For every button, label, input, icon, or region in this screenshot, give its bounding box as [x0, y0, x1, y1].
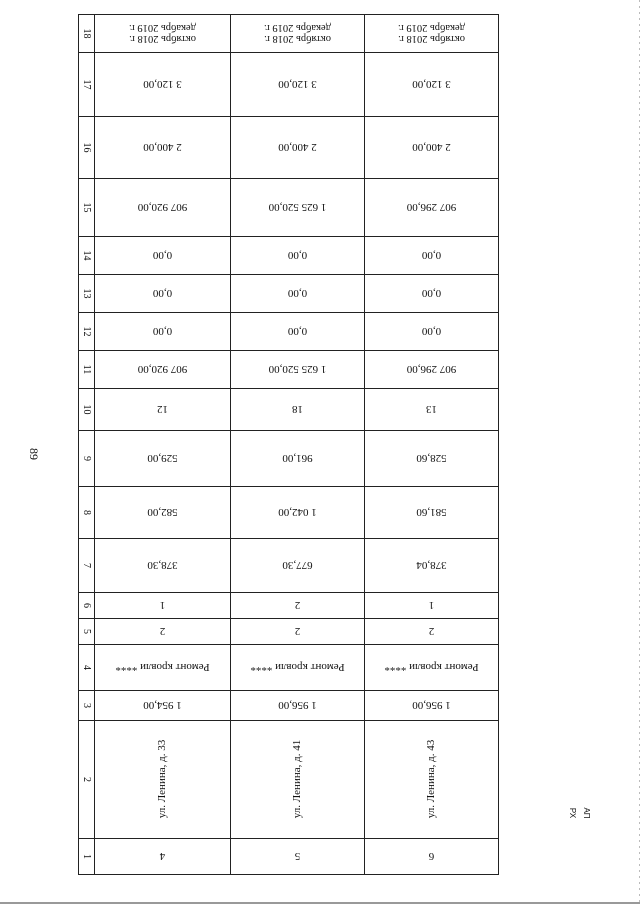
table-cell: [365, 839, 499, 875]
table-cell: [231, 237, 365, 275]
column-number-cell: [79, 15, 95, 53]
table-cell: [231, 179, 365, 237]
cell-value: 1 625 520,00: [268, 201, 327, 214]
cell-value: 12: [157, 403, 168, 416]
cell-value: 2 400,00: [412, 141, 451, 154]
cell-value: 2: [159, 625, 166, 638]
table-cell: [231, 691, 365, 721]
period-cell: [95, 22, 230, 44]
cell-value: 2 400,00: [143, 141, 182, 154]
cell-value: 3 120,00: [278, 78, 317, 91]
cell-value: 907 920,00: [137, 363, 188, 376]
table-row-col-1: [79, 839, 499, 875]
column-number: 7: [81, 563, 92, 568]
period-line: декабрь 2019 г.: [398, 22, 465, 34]
table-row-col-11: [79, 351, 499, 389]
address-holder: [365, 726, 498, 832]
column-number-cell: [79, 839, 95, 875]
period-line: октябрь 2018 г.: [264, 33, 331, 45]
cell-value: 1 956,00: [278, 699, 317, 712]
table-cell: [231, 721, 365, 839]
work-type-text: Ремонт кровли ****: [384, 661, 479, 674]
table-cell: [95, 389, 231, 431]
cell-value: 6: [428, 850, 435, 863]
column-number-cell: [79, 389, 95, 431]
cell-value: 1 956,00: [412, 699, 451, 712]
cell-value: 0,00: [152, 325, 173, 338]
table-cell: [365, 691, 499, 721]
cell-value: 1 625 520,00: [268, 363, 327, 376]
column-number: 12: [81, 326, 92, 337]
column-number-cell: [79, 351, 95, 389]
period-line: декабрь 2019 г.: [129, 22, 196, 34]
work-type-text: Ремонт кровли ****: [115, 661, 210, 674]
table-cell: [95, 721, 231, 839]
column-number: 3: [81, 703, 92, 708]
table-cell: [95, 691, 231, 721]
table-cell: [231, 313, 365, 351]
table-cell: [365, 313, 499, 351]
table-cell: [231, 15, 365, 53]
column-number: 18: [81, 28, 92, 39]
table-cell: [365, 275, 499, 313]
table-cell: [95, 179, 231, 237]
table-cell: [365, 721, 499, 839]
cell-value: 378,04: [416, 559, 447, 572]
column-number: 17: [81, 79, 92, 90]
column-number: 15: [81, 202, 92, 213]
column-number-cell: [79, 645, 95, 691]
cell-value: 0,00: [421, 325, 442, 338]
column-number-cell: [79, 117, 95, 179]
table-cell: [95, 619, 231, 645]
table-cell: [95, 237, 231, 275]
cell-value: 1: [159, 599, 166, 612]
address-holder: [95, 726, 230, 832]
address-holder: [231, 726, 364, 832]
column-number-cell: [79, 593, 95, 619]
cell-value: 2: [294, 599, 301, 612]
table-row-col-17: [79, 53, 499, 117]
address-text: ул. Ленина, д. 33: [156, 739, 169, 819]
table-cell: [365, 487, 499, 539]
table-cell: [365, 593, 499, 619]
table-cell: [95, 431, 231, 487]
column-number-cell: [79, 179, 95, 237]
cell-value: 1 042,00: [278, 506, 317, 519]
period-line: декабрь 2019 г.: [264, 22, 331, 34]
column-number: 2: [81, 777, 92, 782]
table-row-col-12: [79, 313, 499, 351]
table-cell: [231, 389, 365, 431]
column-number-cell: [79, 619, 95, 645]
column-number: 5: [81, 629, 92, 634]
table-row-col-4: [79, 645, 499, 691]
table-cell: [365, 619, 499, 645]
table-cell: [95, 117, 231, 179]
table-cell: [231, 351, 365, 389]
cell-value: 0,00: [152, 287, 173, 300]
table-cell: [95, 275, 231, 313]
page-bottom-rule: [0, 902, 640, 904]
table-cell: [95, 539, 231, 593]
address-text: ул. Ленина, д. 41: [291, 739, 304, 819]
period-cell: [365, 22, 498, 44]
cell-value: 18: [292, 403, 303, 416]
cell-value: 3 120,00: [143, 78, 182, 91]
column-number: 11: [81, 364, 92, 375]
cell-value: 2: [428, 625, 435, 638]
table-cell: [365, 117, 499, 179]
column-number: 8: [81, 510, 92, 515]
table-cell: [231, 487, 365, 539]
cell-value: 0,00: [287, 249, 308, 262]
cell-value: 0,00: [287, 325, 308, 338]
table-row-col-5: [79, 619, 499, 645]
cell-value: 907 920,00: [137, 201, 188, 214]
table-row-col-13: [79, 275, 499, 313]
table-cell: [231, 645, 365, 691]
cell-value: 581,60: [416, 506, 447, 519]
work-type-text: Ремонт кровли ****: [250, 661, 345, 674]
table-row-col-8: [79, 487, 499, 539]
cell-value: 907 296,00: [406, 201, 457, 214]
column-number: 13: [81, 288, 92, 299]
column-number: 1: [81, 854, 92, 859]
column-number-cell: [79, 431, 95, 487]
column-number-cell: [79, 487, 95, 539]
column-number: 14: [81, 250, 92, 261]
column-number-cell: [79, 53, 95, 117]
cell-value: 907 296,00: [406, 363, 457, 376]
cell-value: 2: [294, 625, 301, 638]
table-cell: [231, 117, 365, 179]
cell-value: 1 954,00: [143, 699, 182, 712]
table-cell: [95, 53, 231, 117]
table-cell: [231, 839, 365, 875]
column-number: 9: [81, 456, 92, 461]
table-cell: [95, 313, 231, 351]
table-cell: [95, 645, 231, 691]
table-row-col-3: [79, 691, 499, 721]
table-row-col-15: [79, 179, 499, 237]
table-cell: [365, 539, 499, 593]
table-cell: [95, 593, 231, 619]
column-number: 6: [81, 603, 92, 608]
rotated-data-table: [78, 14, 498, 864]
table-cell: [231, 53, 365, 117]
column-number-cell: [79, 539, 95, 593]
table-row-col-18: [79, 15, 499, 53]
column-number: 10: [81, 404, 92, 415]
cell-value: 528,60: [416, 452, 447, 465]
cell-value: 529,00: [147, 452, 178, 465]
cell-value: 0,00: [421, 249, 442, 262]
table-row-col-2: [79, 721, 499, 839]
table-cell: [365, 237, 499, 275]
cell-value: 0,00: [287, 287, 308, 300]
table-cell: [95, 351, 231, 389]
cell-value: 13: [426, 403, 437, 416]
cell-value: 677,30: [282, 559, 313, 572]
page-number: 89: [27, 448, 41, 460]
table-row-col-16: [79, 117, 499, 179]
table-cell: [231, 593, 365, 619]
cell-value: 961,00: [282, 452, 313, 465]
period-cell: [231, 22, 364, 44]
table-row-col-14: [79, 237, 499, 275]
cell-value: 4: [159, 850, 166, 863]
table-cell: [365, 645, 499, 691]
table-cell: [365, 351, 499, 389]
column-number-cell: [79, 313, 95, 351]
column-number-cell: [79, 237, 95, 275]
cell-value: 5: [294, 850, 301, 863]
footer-mark: АП РХ: [568, 807, 591, 819]
cell-value: 1: [428, 599, 435, 612]
table-row-col-9: [79, 431, 499, 487]
table-row-col-10: [79, 389, 499, 431]
table-cell: [95, 15, 231, 53]
period-line: октябрь 2018 г.: [398, 33, 465, 45]
cell-value: 582,00: [147, 506, 178, 519]
table-cell: [231, 619, 365, 645]
table-cell: [231, 539, 365, 593]
table-row-col-7: [79, 539, 499, 593]
cell-value: 3 120,00: [412, 78, 451, 91]
table-row-col-6: [79, 593, 499, 619]
repair-schedule-table: [78, 14, 499, 875]
period-line: октябрь 2018 г.: [129, 33, 196, 45]
cell-value: 0,00: [421, 287, 442, 300]
cell-value: 378,30: [147, 559, 178, 572]
address-text: ул. Ленина, д. 43: [425, 739, 438, 819]
table-cell: [231, 275, 365, 313]
table-cell: [95, 487, 231, 539]
column-number-cell: [79, 721, 95, 839]
column-number-cell: [79, 275, 95, 313]
table-cell: [365, 15, 499, 53]
cell-value: 0,00: [152, 249, 173, 262]
table-cell: [95, 839, 231, 875]
cell-value: 2 400,00: [278, 141, 317, 154]
table-cell: [365, 179, 499, 237]
column-number-cell: [79, 691, 95, 721]
column-number: 4: [81, 665, 92, 670]
table-cell: [365, 53, 499, 117]
table-cell: [365, 389, 499, 431]
table-cell: [365, 431, 499, 487]
table-cell: [231, 431, 365, 487]
column-number: 16: [81, 142, 92, 153]
